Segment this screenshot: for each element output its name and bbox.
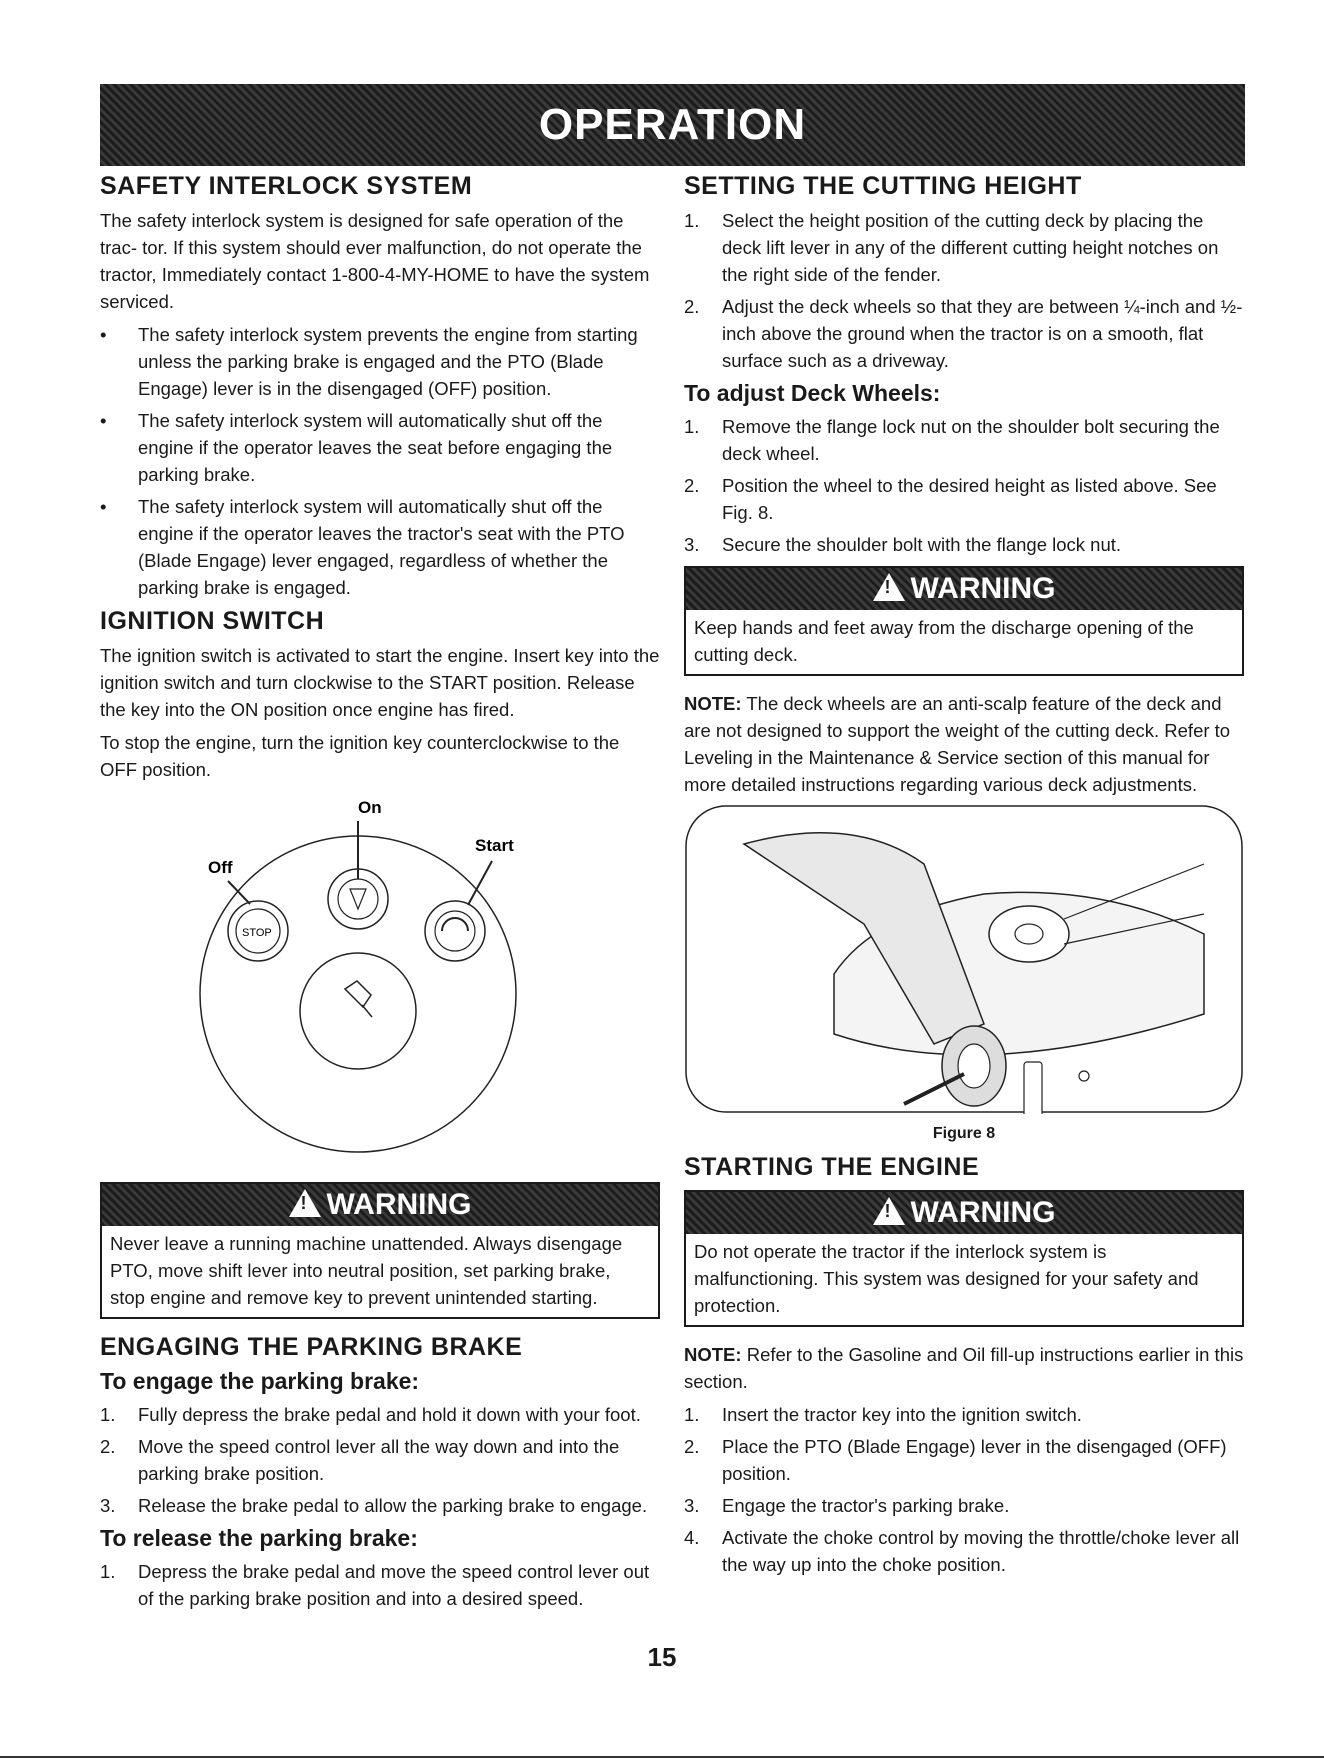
list-item: 1. Fully depress the brake pedal and hold it down with your foot. <box>100 1404 641 1425</box>
list-item: 2. Move the speed control lever all the way down and into the parking brake position. <box>100 1436 620 1484</box>
release-steps <box>100 1558 660 1612</box>
ignition-p1: The ignition switch is activated to start the engine. Insert key into the ignition switch and turn clockwise to the START position. Release the key into the ON position once engine has fired. <box>100 645 660 720</box>
section-banner <box>100 84 1245 166</box>
warning-icon <box>289 1189 321 1217</box>
adjust-heading: To adjust Deck Wheels: <box>684 380 941 406</box>
warning-box-3 <box>684 1190 1244 1327</box>
page-number: 15 <box>647 1642 677 1672</box>
safety-heading: SAFETY INTERLOCK SYSTEM <box>100 172 473 200</box>
starting-note: NOTE: Refer to the Gasoline and Oil fill-up instructions earlier in this section. <box>684 1344 1244 1392</box>
list-item: 3. Secure the shoulder bolt with the flange lock nut. <box>684 534 1122 555</box>
starting-heading: STARTING THE ENGINE <box>684 1153 980 1181</box>
cutting-heading: SETTING THE CUTTING HEIGHT <box>684 172 1082 200</box>
engage-heading: To engage the parking brake: <box>100 1368 420 1394</box>
pulley <box>989 906 1069 962</box>
adjust-steps <box>684 413 1244 558</box>
warning-icon <box>873 573 905 601</box>
list-item: 1. Depress the brake pedal and move the speed control lever out of the parking brake position and into a desired speed. <box>100 1561 650 1609</box>
ignition-p2: To stop the engine, turn the ignition key counterclockwise to the OFF position. <box>100 732 620 780</box>
list-item: 3. Engage the tractor's parking brake. <box>684 1495 1010 1516</box>
label-off: Off <box>208 858 233 877</box>
left-column <box>100 172 660 1618</box>
list-item: 2. Adjust the deck wheels so that they are between ¼-inch and ½-inch above the ground when the tractor is on a smooth, flat surface such as a driveway. <box>684 296 1243 371</box>
wheel-hub <box>958 1044 990 1088</box>
deck-wheel-illustration <box>684 804 1244 1114</box>
parking-heading: ENGAGING THE PARKING BRAKE <box>100 1333 523 1361</box>
list-item: • The safety interlock system prevents the engine from starting unless the parking brake is engaged and the PTO (Blade Engage) lever is in the disengaged (OFF) position. <box>100 324 638 399</box>
engage-steps <box>100 1401 660 1519</box>
list-item: 1. Remove the flange lock nut on the shoulder bolt securing the deck wheel. <box>684 416 1220 464</box>
flange-lock-nut <box>1079 1071 1089 1081</box>
list-item: 2. Position the wheel to the desired height as listed above. See Fig. 8. <box>684 475 1217 523</box>
list-item: • The safety interlock system will automatically shut off the engine if the operator leaves the tractor's seat with the PTO (Blade Engage) lever engaged, regardless of whether the parking brake is engaged. <box>100 496 625 598</box>
wheel-bracket <box>1024 1062 1042 1114</box>
warning-text: Never leave a running machine unattended. Always disengage PTO, move shift lever into neutral position, set parking brake, stop engine and remove key to prevent unintended starting. <box>110 1233 623 1308</box>
list-item: 1. Select the height position of the cutting deck by placing the deck lift lever in any of the different cutting height notches on the right side of the fender. <box>684 210 1219 285</box>
warning-text: Keep hands and feet away from the discharge opening of the cutting deck. <box>694 617 1194 665</box>
safety-intro: The safety interlock system is designed for safe operation of the trac- tor. If this system should ever malfunction, do not operate the tractor, Immediately contact 1-800-4-MY-HOME to have the system serviced. <box>100 210 650 312</box>
warning-icon <box>873 1197 905 1225</box>
ignition-heading: IGNITION SWITCH <box>100 607 325 635</box>
safety-bullets <box>100 321 660 601</box>
start-position <box>425 901 485 961</box>
list-item: • The safety interlock system will automatically shut off the engine if the operator leaves the seat before engaging the parking brake. <box>100 410 613 485</box>
cutting-steps <box>684 207 1244 374</box>
banner-title: OPERATION <box>538 100 807 149</box>
deck-note: NOTE: The deck wheels are an anti-scalp feature of the deck and are not designed to support the weight of the cutting deck. Refer to Leveling in the Maintenance & Service section of this manual for more detailed instructions regarding various deck adjustments. <box>684 693 1231 795</box>
ignition-switch-diagram <box>100 789 660 1169</box>
label-start: Start <box>475 836 514 855</box>
right-column <box>684 172 1244 1584</box>
starting-steps <box>684 1401 1244 1578</box>
warning-box-2 <box>684 566 1244 676</box>
warning-header: ! WARNING <box>102 1184 658 1226</box>
warning-header: ! WARNING <box>686 568 1242 610</box>
list-item: 1. Insert the tractor key into the ignition switch. <box>684 1404 1082 1425</box>
list-item: 2. Place the PTO (Blade Engage) lever in the disengaged (OFF) position. <box>684 1436 1227 1484</box>
release-heading: To release the parking brake: <box>100 1525 418 1551</box>
figure-caption: Figure 8 <box>932 1125 996 1142</box>
list-item: 4. Activate the choke control by moving the throttle/choke lever all the way up into the choke position. <box>684 1527 1240 1575</box>
list-item: 3. Release the brake pedal to allow the parking brake to engage. <box>100 1495 648 1516</box>
warning-text: Do not operate the tractor if the interlock system is malfunctioning. This system was designed for your safety and protection. <box>694 1241 1199 1316</box>
stop-label: STOP <box>242 927 272 939</box>
label-on: On <box>358 798 382 817</box>
key-slot-ring <box>300 953 416 1069</box>
bottom-rule <box>0 1756 1324 1758</box>
warning-header: ! WARNING <box>686 1192 1242 1234</box>
warning-box-1 <box>100 1182 660 1319</box>
